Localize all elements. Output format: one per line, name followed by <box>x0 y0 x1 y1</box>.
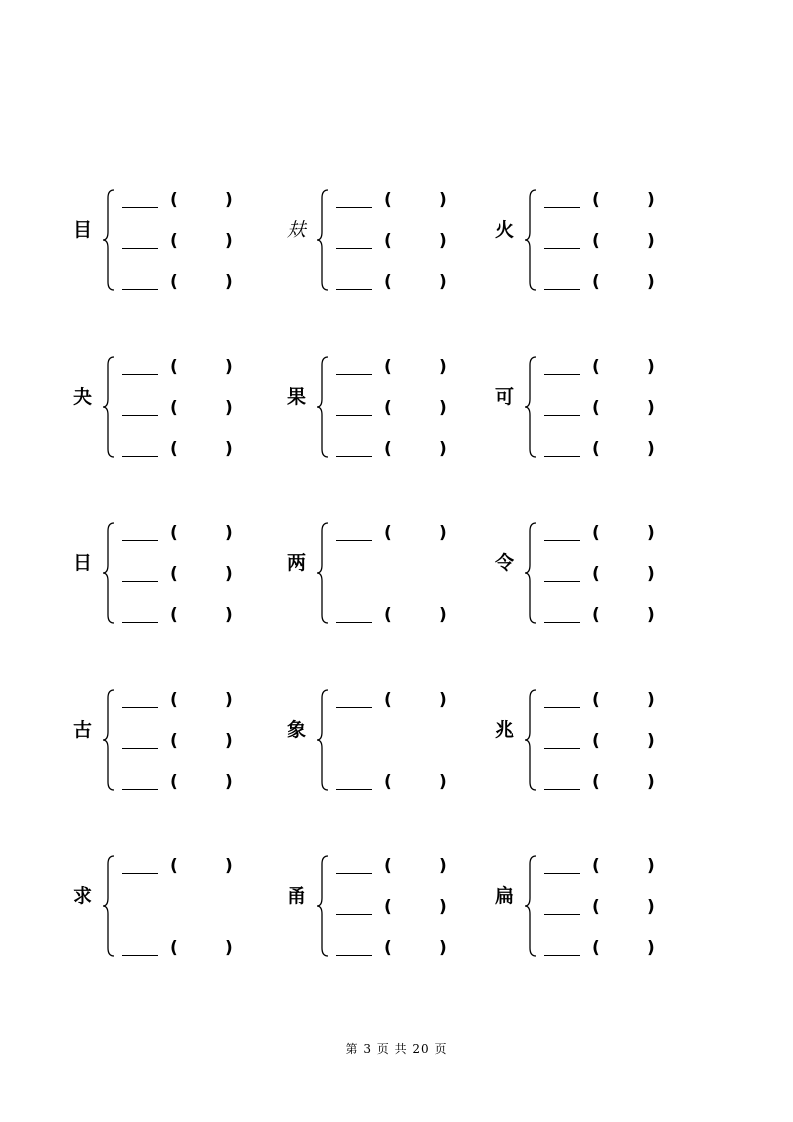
brace-icon <box>316 688 330 792</box>
right-paren: ) <box>439 357 447 377</box>
left-paren: ( <box>384 772 392 792</box>
fill-blank[interactable] <box>544 374 580 375</box>
char-group <box>73 688 273 793</box>
base-character: 甬 <box>287 885 307 907</box>
answer-row <box>544 190 674 212</box>
fill-blank[interactable] <box>336 707 372 708</box>
answer-row <box>544 523 674 545</box>
answer-row <box>544 272 674 294</box>
left-paren: ( <box>592 731 600 751</box>
char-group <box>73 521 273 626</box>
right-paren: ) <box>647 564 655 584</box>
right-paren: ) <box>647 523 655 543</box>
base-character: 扁 <box>495 885 515 907</box>
char-group <box>495 854 695 959</box>
left-paren: ( <box>592 605 600 625</box>
fill-blank[interactable] <box>544 748 580 749</box>
brace-icon <box>316 188 330 292</box>
fill-blank[interactable] <box>544 207 580 208</box>
char-group <box>495 688 695 793</box>
answer-row <box>122 272 252 294</box>
right-paren: ) <box>225 231 233 251</box>
fill-blank[interactable] <box>122 873 158 874</box>
answer-row <box>544 772 674 794</box>
base-character: 兆 <box>495 719 515 741</box>
fill-blank[interactable] <box>336 248 372 249</box>
base-character: 象 <box>287 719 307 741</box>
right-paren: ) <box>225 690 233 710</box>
left-paren: ( <box>592 856 600 876</box>
brace-icon <box>524 188 538 292</box>
left-paren: ( <box>384 856 392 876</box>
base-character: 古 <box>73 719 93 741</box>
fill-blank[interactable] <box>122 955 158 956</box>
right-paren: ) <box>647 731 655 751</box>
left-paren: ( <box>384 605 392 625</box>
brace-icon <box>316 854 330 958</box>
fill-blank[interactable] <box>544 914 580 915</box>
right-paren: ) <box>439 605 447 625</box>
brace-icon <box>102 355 116 459</box>
left-paren: ( <box>170 272 178 292</box>
answer-row <box>336 398 466 420</box>
right-paren: ) <box>225 938 233 958</box>
answer-row <box>122 731 252 753</box>
right-paren: ) <box>647 605 655 625</box>
answer-row <box>336 897 466 919</box>
base-character: 果 <box>287 386 307 408</box>
answer-row <box>336 856 466 878</box>
char-group <box>287 355 487 460</box>
left-paren: ( <box>592 398 600 418</box>
right-paren: ) <box>439 523 447 543</box>
right-paren: ) <box>225 731 233 751</box>
answer-row <box>544 856 674 878</box>
fill-blank[interactable] <box>122 456 158 457</box>
left-paren: ( <box>384 398 392 418</box>
char-group <box>495 355 695 460</box>
right-paren: ) <box>647 856 655 876</box>
answer-row <box>544 897 674 919</box>
fill-blank[interactable] <box>544 289 580 290</box>
left-paren: ( <box>592 564 600 584</box>
answer-row <box>544 231 674 253</box>
fill-blank[interactable] <box>544 789 580 790</box>
answer-row <box>336 439 466 461</box>
char-group <box>495 188 695 293</box>
left-paren: ( <box>384 439 392 459</box>
fill-blank[interactable] <box>336 456 372 457</box>
fill-blank[interactable] <box>336 873 372 874</box>
answer-row <box>122 231 252 253</box>
answer-row <box>122 523 252 545</box>
answer-row <box>336 772 466 794</box>
char-group <box>287 188 487 293</box>
answer-row <box>544 398 674 420</box>
answer-row <box>336 605 466 627</box>
right-paren: ) <box>439 439 447 459</box>
answer-row <box>122 564 252 586</box>
char-group <box>73 355 273 460</box>
fill-blank[interactable] <box>544 456 580 457</box>
base-character: 㚘 <box>287 219 307 241</box>
left-paren: ( <box>170 772 178 792</box>
answer-row <box>122 439 252 461</box>
fill-blank[interactable] <box>336 289 372 290</box>
base-character: 日 <box>73 552 93 574</box>
left-paren: ( <box>592 231 600 251</box>
right-paren: ) <box>225 523 233 543</box>
page-footer: 第 3 页 共 20 页 <box>345 1042 448 1056</box>
answer-row <box>122 938 252 960</box>
char-group <box>73 188 273 293</box>
fill-blank[interactable] <box>336 207 372 208</box>
fill-blank[interactable] <box>122 789 158 790</box>
left-paren: ( <box>592 897 600 917</box>
left-paren: ( <box>384 690 392 710</box>
fill-blank[interactable] <box>544 415 580 416</box>
char-group <box>495 521 695 626</box>
answer-row <box>122 190 252 212</box>
fill-blank[interactable] <box>336 415 372 416</box>
left-paren: ( <box>170 605 178 625</box>
answer-row <box>122 398 252 420</box>
answer-row <box>122 772 252 794</box>
left-paren: ( <box>592 690 600 710</box>
answer-row <box>336 357 466 379</box>
right-paren: ) <box>439 272 447 292</box>
fill-blank[interactable] <box>122 374 158 375</box>
fill-blank[interactable] <box>336 374 372 375</box>
fill-blank[interactable] <box>122 581 158 582</box>
fill-blank[interactable] <box>122 622 158 623</box>
base-character: 两 <box>287 552 307 574</box>
answer-row <box>336 272 466 294</box>
fill-blank[interactable] <box>122 707 158 708</box>
answer-row <box>544 357 674 379</box>
left-paren: ( <box>384 938 392 958</box>
left-paren: ( <box>170 398 178 418</box>
fill-blank[interactable] <box>544 248 580 249</box>
left-paren: ( <box>592 938 600 958</box>
right-paren: ) <box>225 272 233 292</box>
right-paren: ) <box>647 897 655 917</box>
answer-row <box>122 357 252 379</box>
right-paren: ) <box>439 231 447 251</box>
right-paren: ) <box>225 856 233 876</box>
answer-row <box>336 231 466 253</box>
left-paren: ( <box>592 272 600 292</box>
fill-blank[interactable] <box>544 873 580 874</box>
brace-icon <box>316 355 330 459</box>
fill-blank[interactable] <box>122 415 158 416</box>
left-paren: ( <box>592 357 600 377</box>
right-paren: ) <box>647 690 655 710</box>
left-paren: ( <box>170 938 178 958</box>
fill-blank[interactable] <box>122 207 158 208</box>
fill-blank[interactable] <box>544 955 580 956</box>
left-paren: ( <box>170 690 178 710</box>
char-group <box>287 688 487 793</box>
left-paren: ( <box>384 357 392 377</box>
right-paren: ) <box>647 398 655 418</box>
base-character: 火 <box>495 219 515 241</box>
brace-icon <box>102 188 116 292</box>
brace-icon <box>524 854 538 958</box>
answer-row <box>336 523 466 545</box>
right-paren: ) <box>647 357 655 377</box>
left-paren: ( <box>170 357 178 377</box>
right-paren: ) <box>225 439 233 459</box>
fill-blank[interactable] <box>122 248 158 249</box>
right-paren: ) <box>439 690 447 710</box>
fill-blank[interactable] <box>544 581 580 582</box>
right-paren: ) <box>225 190 233 210</box>
base-character: 夬 <box>73 386 93 408</box>
char-group <box>73 854 273 959</box>
left-paren: ( <box>170 523 178 543</box>
right-paren: ) <box>439 190 447 210</box>
right-paren: ) <box>647 439 655 459</box>
answer-row <box>122 690 252 712</box>
answer-row <box>544 690 674 712</box>
brace-icon <box>524 688 538 792</box>
base-character: 令 <box>495 552 515 574</box>
brace-icon <box>102 521 116 625</box>
right-paren: ) <box>225 357 233 377</box>
answer-row <box>544 731 674 753</box>
right-paren: ) <box>225 564 233 584</box>
answer-row <box>122 856 252 878</box>
fill-blank[interactable] <box>122 748 158 749</box>
base-character: 求 <box>73 885 93 907</box>
left-paren: ( <box>384 272 392 292</box>
right-paren: ) <box>647 190 655 210</box>
right-paren: ) <box>439 398 447 418</box>
left-paren: ( <box>384 523 392 543</box>
base-character: 可 <box>495 386 515 408</box>
left-paren: ( <box>170 439 178 459</box>
brace-icon <box>102 688 116 792</box>
left-paren: ( <box>384 231 392 251</box>
right-paren: ) <box>225 398 233 418</box>
answer-row <box>544 605 674 627</box>
answer-row <box>544 564 674 586</box>
left-paren: ( <box>592 439 600 459</box>
answer-row <box>544 439 674 461</box>
left-paren: ( <box>592 772 600 792</box>
left-paren: ( <box>170 856 178 876</box>
brace-icon <box>524 355 538 459</box>
char-group <box>287 854 487 959</box>
right-paren: ) <box>647 231 655 251</box>
brace-icon <box>316 521 330 625</box>
fill-blank[interactable] <box>336 914 372 915</box>
left-paren: ( <box>384 897 392 917</box>
fill-blank[interactable] <box>336 955 372 956</box>
fill-blank[interactable] <box>336 622 372 623</box>
fill-blank[interactable] <box>544 622 580 623</box>
answer-row <box>336 938 466 960</box>
right-paren: ) <box>225 772 233 792</box>
right-paren: ) <box>647 938 655 958</box>
left-paren: ( <box>592 190 600 210</box>
answer-row <box>122 605 252 627</box>
left-paren: ( <box>170 731 178 751</box>
brace-icon <box>524 521 538 625</box>
left-paren: ( <box>592 523 600 543</box>
right-paren: ) <box>439 772 447 792</box>
brace-icon <box>102 854 116 958</box>
answer-row <box>336 190 466 212</box>
fill-blank[interactable] <box>544 707 580 708</box>
left-paren: ( <box>170 190 178 210</box>
fill-blank[interactable] <box>122 540 158 541</box>
right-paren: ) <box>647 772 655 792</box>
right-paren: ) <box>647 272 655 292</box>
right-paren: ) <box>439 856 447 876</box>
fill-blank[interactable] <box>122 289 158 290</box>
answer-row <box>336 690 466 712</box>
answer-row <box>544 938 674 960</box>
fill-blank[interactable] <box>336 789 372 790</box>
right-paren: ) <box>225 605 233 625</box>
fill-blank[interactable] <box>336 540 372 541</box>
char-group <box>287 521 487 626</box>
right-paren: ) <box>439 938 447 958</box>
right-paren: ) <box>439 897 447 917</box>
fill-blank[interactable] <box>544 540 580 541</box>
base-character: 目 <box>73 219 93 241</box>
left-paren: ( <box>170 231 178 251</box>
left-paren: ( <box>170 564 178 584</box>
left-paren: ( <box>384 190 392 210</box>
